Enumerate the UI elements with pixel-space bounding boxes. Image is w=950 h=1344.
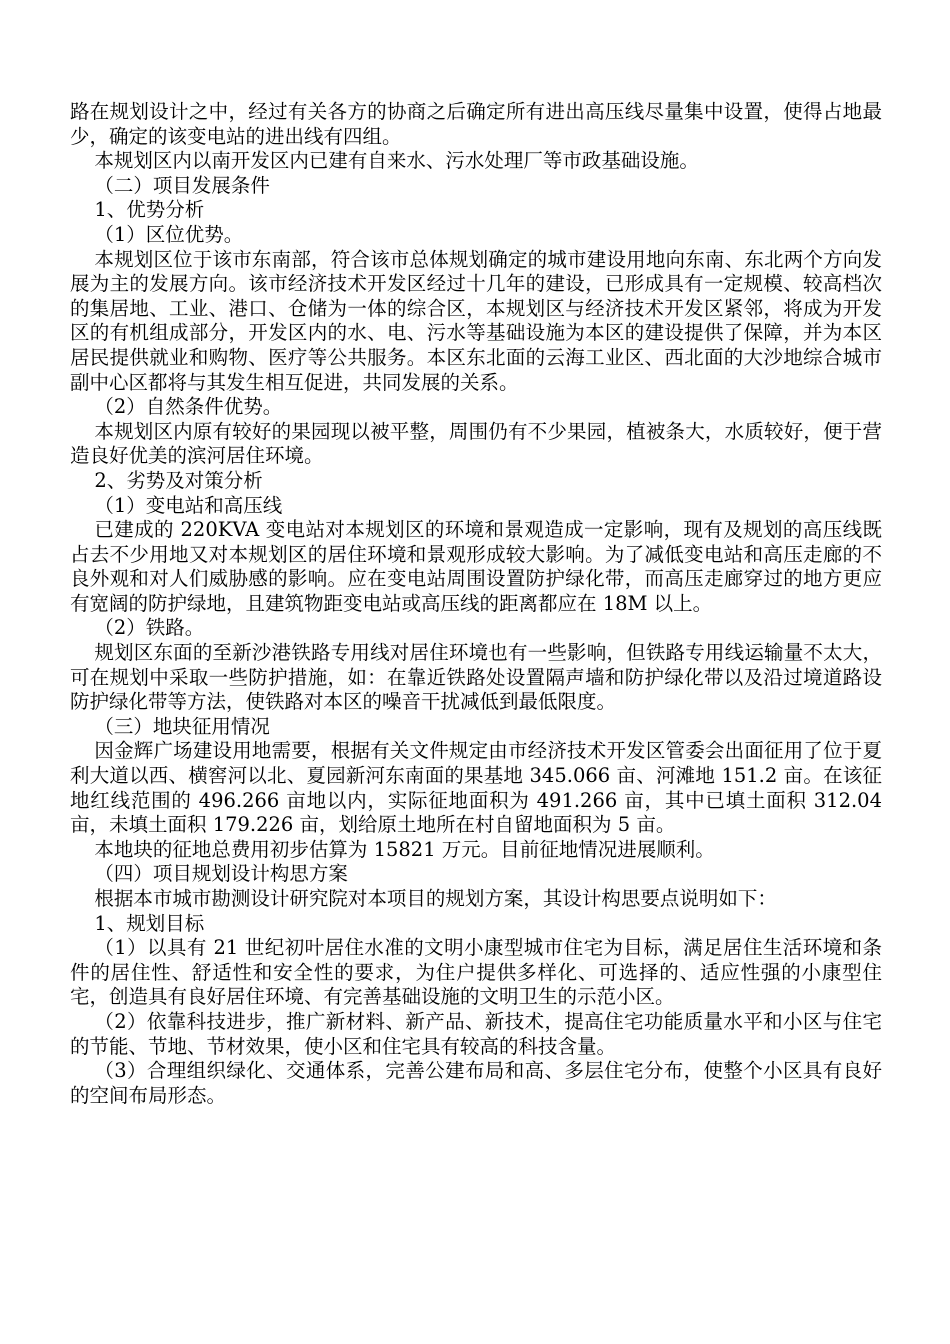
section-heading: （四）项目规划设计构思方案 <box>94 862 348 886</box>
document-page <box>70 100 882 1108</box>
section-heading: （二）项目发展条件 <box>94 173 270 197</box>
item-heading: （2）自然条件优势。 <box>94 395 283 419</box>
subsection-heading: 1、优势分析 <box>94 198 205 222</box>
paragraph: （3）合理组织绿化、交通体系，完善公建布局和高、多层住宅分布，使整个小区具有良好的空间布局形态。 <box>70 1059 882 1107</box>
paragraph: 根据本市城市勘测设计研究院对本项目的规划方案，其设计构思要点说明如下： <box>94 887 777 910</box>
item-heading: （1）区位优势。 <box>94 222 244 246</box>
paragraph: 规划区东面的至新沙港铁路专用线对居住环境也有一些影响，但铁路专用线运输量不太大，可在规划中采取一些防护措施，如：在靠近铁路处设置隔声墙和防护绿化带以及沿过境道路设防护绿化带等方法，使铁路对本区的噪音干扰减低到最低限度。 <box>70 641 882 714</box>
paragraph: 因金辉广场建设用地需要，根据有关文件规定由市经济技术开发区管委会出面征用了位于夏利大道以西、横窖河以北、夏园新河东南面的果基地 345.066 亩、河滩地 151.2 亩。在该征地红线范围的 496.266 亩地以内，实际征地面积为 491.266 亩，其中已填土面积 312.04 亩，未填土面积 179.226 亩，划给原土地所在村自留地面积为 5 亩。 <box>70 739 882 837</box>
item-heading: （1）变电站和高压线 <box>94 493 283 517</box>
paragraph: 本规划区内原有较好的果园现以被平整，周围仍有不少果园，植被条大，水质较好，便于营造良好优美的滨河居住环境。 <box>70 419 882 468</box>
paragraph: （2）依靠科技进步，推广新材料、新产品、新技术，提高住宅功能质量水平和小区与住宅的节能、节地、节材效果，使小区和住宅具有较高的科技含量。 <box>70 1009 882 1058</box>
paragraph: 已建成的 220KVA 变电站对本规划区的环境和景观造成一定影响，现有及规划的高压线既占去不少用地又对本规划区的居住环境和景观形成较大影响。为了减低变电站和高压走廊的不良外观和对人们威胁感的影响。应在变电站周围设置防护绿化带，而高压走廊穿过的地方更应有宽阔的防护绿地，且建筑物距变电站或高压线的距离都应在 18M 以上。 <box>70 518 882 615</box>
paragraph: （1）以具有 21 世纪初叶居住水准的文明小康型城市住宅为目标，满足居住生活环境和条件的居住性、舒适性和安全性的要求，为住户提供多样化、可选择的、适应性强的小康型住宅，创造具有良好居住环境、有完善基础设施的文明卫生的示范小区。 <box>70 936 882 1009</box>
section-heading: （三）地块征用情况 <box>94 714 270 738</box>
paragraph: 本规划区内以南开发区内已建有自来水、污水处理厂等市政基础设施。 <box>94 149 699 173</box>
paragraph: 本地块的征地总费用初步估算为 15821 万元。目前征地情况进展顺利。 <box>94 837 715 861</box>
subsection-heading: 1、规划目标 <box>94 911 205 935</box>
paragraph: 路在规划设计之中，经过有关各方的协商之后确定所有进出高压线尽量集中设置，使得占地最少，确定的该变电站的进出线有四组。 <box>70 100 882 148</box>
item-heading: （2）铁路。 <box>94 616 205 640</box>
subsection-heading: 2、劣势及对策分析 <box>94 468 263 492</box>
paragraph: 本规划区位于该市东南部，符合该市总体规划确定的城市建设用地向东南、东北两个方向发展为主的发展方向。该市经济技术开发区经过十几年的建设，已形成具有一定规模、较高档次的集居地、工业、港口、仓储为一体的综合区，本规划区与经济技术开发区紧邻，将成为开发区的有机组成部分，开发区内的水、电、污水等基础设施为本区的建设提供了保障，并为本区居民提供就业和购物、医疗等公共服务。本区东北面的云海工业区、西北面的大沙地综合城市副中心区都将与其发生相互促进，共同发展的关系。 <box>70 247 882 394</box>
